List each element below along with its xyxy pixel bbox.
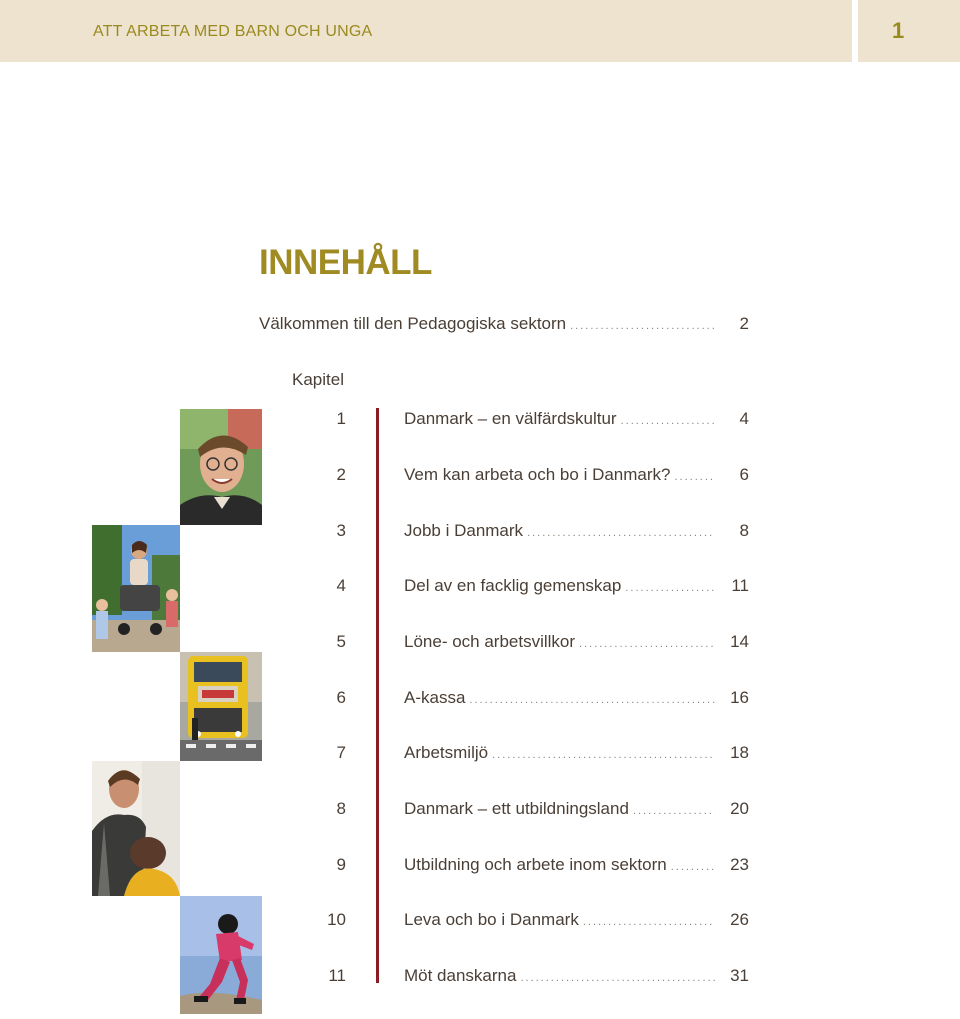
toc-entry-chapter-4[interactable] <box>404 576 749 596</box>
toc-entry-label: Löne- och arbetsvillkor <box>404 632 576 651</box>
toc-entry-chapter-11[interactable] <box>404 966 749 986</box>
toc-entry-page: 26 <box>730 910 749 929</box>
header-title: ATT ARBETA MED BARN OCH UNGA <box>93 23 373 40</box>
chapter-number: 6 <box>336 688 346 707</box>
toc-entry-label: Vem kan arbeta och bo i Danmark? <box>404 465 671 484</box>
toc-entry-page: 31 <box>730 966 749 985</box>
leader-dots <box>633 805 715 817</box>
leader-dots <box>674 471 715 483</box>
leader-dots <box>492 749 715 761</box>
toc-entry-page: 8 <box>739 521 749 540</box>
chapter-number: 9 <box>336 855 346 874</box>
leader-dots <box>671 861 715 873</box>
photo-yellow-bus <box>180 652 262 761</box>
photo-child-pink-suit <box>180 896 262 1014</box>
leader-dots <box>520 972 715 984</box>
leader-dots <box>570 320 715 332</box>
toc-entry-page: 16 <box>730 688 749 707</box>
toc-entry-label: Möt danskarna <box>404 966 517 985</box>
toc-entry-page: 2 <box>739 314 749 333</box>
toc-entry-page: 20 <box>730 799 749 818</box>
leader-dots <box>625 582 715 594</box>
toc-heading: INNEHÅLL <box>259 243 432 282</box>
chapter-number: 11 <box>328 966 346 985</box>
toc-entry-label: Arbetsmiljö <box>404 743 489 762</box>
photo-woman-children <box>92 525 180 652</box>
toc-entry-chapter-1[interactable] <box>404 409 749 429</box>
leader-dots <box>583 916 715 928</box>
toc-entry-label: Välkommen till den Pedagogiska sektorn <box>259 314 567 333</box>
toc-entry-page: 11 <box>731 576 749 595</box>
photo-man-glasses <box>180 409 262 525</box>
toc-entry-page: 18 <box>730 743 749 762</box>
chapter-number: 5 <box>336 632 346 651</box>
toc-entry-chapter-3[interactable] <box>404 521 749 541</box>
toc-entry-chapter-6[interactable] <box>404 688 749 708</box>
toc-entry-page: 23 <box>730 855 749 874</box>
chapter-rule <box>376 408 379 983</box>
page-number: 1 <box>892 18 905 43</box>
chapter-number: 8 <box>336 799 346 818</box>
toc-entry-chapter-8[interactable] <box>404 799 749 819</box>
toc-entry-page: 14 <box>730 632 749 651</box>
chapter-number: 10 <box>327 910 346 929</box>
toc-entry-label: Danmark – en välfärdskultur <box>404 409 617 428</box>
chapter-number: 4 <box>336 576 346 595</box>
chapter-number: 2 <box>336 465 346 484</box>
photo-man-child <box>92 761 180 896</box>
chapter-number: 1 <box>336 409 346 428</box>
toc-entry-chapter-10[interactable] <box>404 910 749 930</box>
toc-entry-chapter-9[interactable] <box>404 855 749 875</box>
leader-dots <box>469 694 715 706</box>
kapitel-label: Kapitel <box>292 370 344 389</box>
toc-entry-label: Leva och bo i Danmark <box>404 910 579 929</box>
toc-entry-chapter-7[interactable] <box>404 743 749 763</box>
toc-entry-label: A-kassa <box>404 688 466 707</box>
toc-entry-label: Utbildning och arbete inom sektorn <box>404 855 667 874</box>
leader-dots <box>527 527 715 539</box>
header-page-box <box>858 0 960 62</box>
toc-entry-page: 4 <box>739 409 749 428</box>
leader-dots <box>579 638 715 650</box>
toc-entry-chapter-5[interactable] <box>404 632 749 652</box>
toc-entry-label: Del av en facklig gemenskap <box>404 576 622 595</box>
chapter-number: 7 <box>336 743 346 762</box>
toc-entry-intro[interactable] <box>259 314 749 334</box>
leader-dots <box>621 415 715 427</box>
toc-entry-page: 6 <box>739 465 749 484</box>
chapter-number: 3 <box>336 521 346 540</box>
toc-entry-label: Jobb i Danmark <box>404 521 524 540</box>
toc-entry-chapter-2[interactable] <box>404 465 749 485</box>
toc-entry-label: Danmark – ett utbildningsland <box>404 799 629 818</box>
